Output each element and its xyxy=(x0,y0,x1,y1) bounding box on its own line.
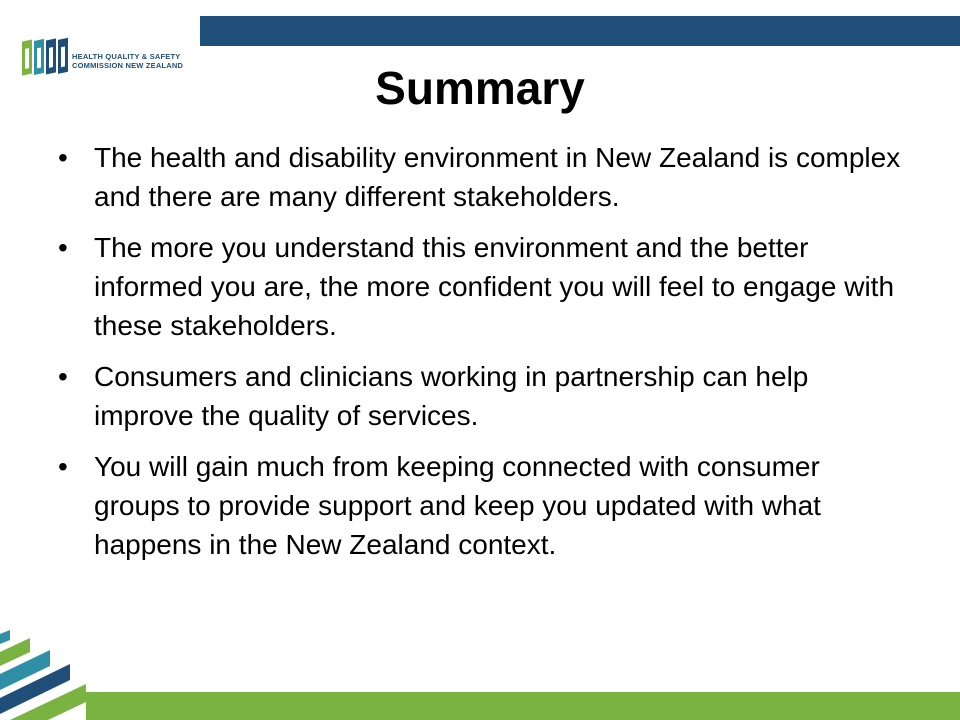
bullet-text: Consumers and clinicians working in partnership can help improve the quality of services. xyxy=(94,361,809,431)
bullet-marker-icon: • xyxy=(58,142,68,173)
bullet-marker-icon: • xyxy=(58,361,68,392)
bullet-item xyxy=(50,357,910,435)
bullet-marker-icon: • xyxy=(58,232,68,263)
header-bar xyxy=(200,16,960,46)
bullet-text: The health and disability environment in New Zealand is complex and there are many different stakeholders. xyxy=(94,142,901,212)
footer-bar xyxy=(86,692,960,720)
bullet-marker-icon: • xyxy=(58,451,68,482)
logo-line-1: HEALTH QUALITY & SAFETY xyxy=(72,52,181,61)
bullet-item xyxy=(50,447,910,564)
slide-title: Summary xyxy=(375,62,585,114)
bullet-item xyxy=(50,228,910,345)
bullet-item xyxy=(50,138,910,216)
slide-content xyxy=(50,138,910,576)
bullet-list xyxy=(50,138,910,564)
bullet-text: You will gain much from keeping connected with consumer groups to provide support and keep you updated with what happens in the New Zealand context. xyxy=(94,451,821,560)
bullet-text: The more you understand this environment and the better informed you are, the more confident you will feel to engage with these stakeholders. xyxy=(94,232,895,341)
logo-line-2: COMMISSION NEW ZEALAND xyxy=(72,61,184,70)
